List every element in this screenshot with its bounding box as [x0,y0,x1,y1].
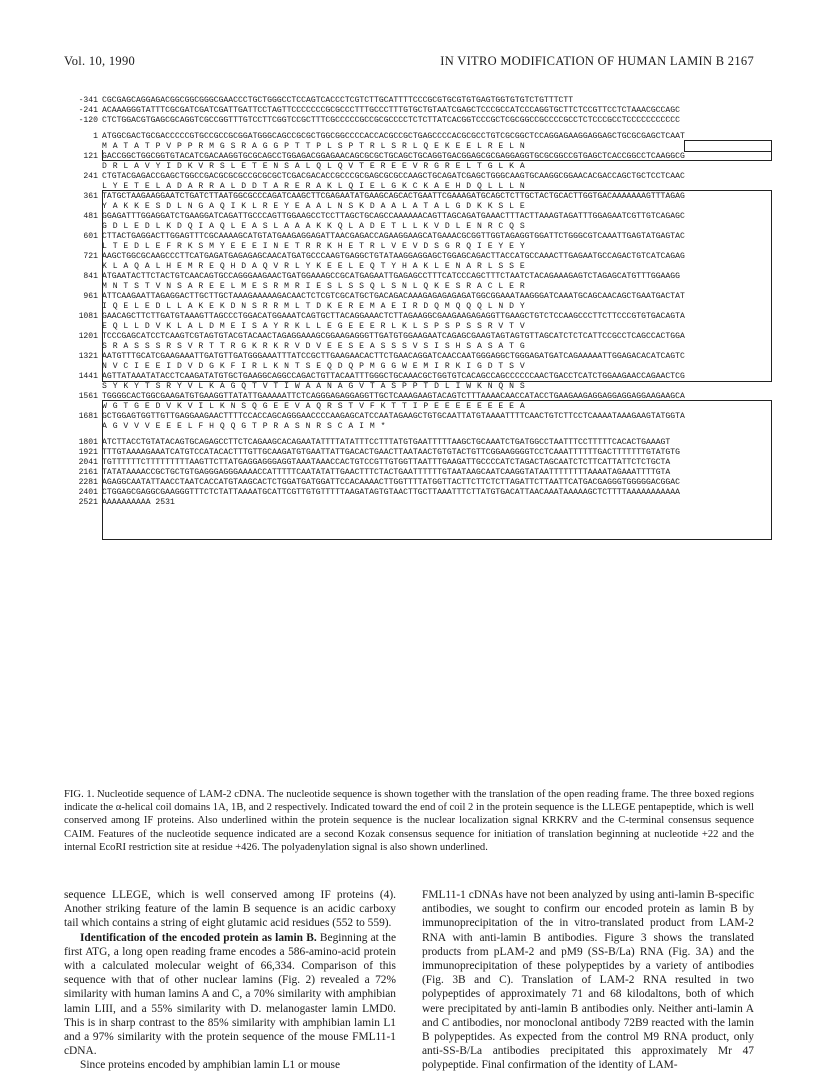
sequence-text: I Q E L E D L L A K E K D N S R R M L T D K E R E M A E I R D Q M Q Q Q L N D Y [102,302,526,311]
nucleotide-line [64,312,685,322]
nucleotide-line [64,412,685,422]
protein-line [64,242,525,252]
sequence-text: L T E D L E F R K S M Y E E E I N E T R R K H E T R L V E V D S G R Q I E Y E Y [102,242,526,251]
protein-line [64,162,525,172]
sequence-text: ACAAAGGGTATTTCGCGATCGATCGATTGATTCCTAGTTCCCCCCCGCGCCCTTTGCCCTTTGTGCTGTAATCGAGCTCCCGCCATCCCAGGTGCTTCTCCGTTCCTCTAAACGCCAGC [102,106,680,115]
nucleotide-line [64,372,685,382]
protein-line [64,202,525,212]
nucleotide-line [64,448,680,458]
paragraph-text: Beginning at the first ATG, a long open reading frame encodes a 586-amino-acid protein with a calculated molecular weight of 66,334. Comparison of this sequence with that of other nuclear lamins (Fig. 2) revealed a 72% similarity with human lamins A and C, a 70% similarity with amphibian lamin LIII, and a 55% similarity with D. melanogaster lamin LMD0. This is in sharp contrast to the 85% similarity with amphibian lamin L1 and a 97% similarity with the protein sequence of the mouse FML11-1 cDNA. [64,931,397,1058]
sequence-text: M A T A T P V P P R M G S R A G G P T T P L S P T R L S R L Q E K E E L R E L N [102,142,526,151]
nucleotide-line [64,106,680,116]
protein-line [64,402,525,412]
nucleotide-line [64,152,685,162]
line-number: 2161 [78,468,98,477]
sequence-text: AGTTATAAATATACCTCAAGATATGTGCTGAAGGCAGGCCAGACTGTTACAATTTGGGCTGCAAACGCTGGTGTCACAGCCAGCCCCCCAACTGACCTCATCTGGAAGAACCAGAACTCG [102,372,685,381]
sequence-text: GCTGGAGTGGTTGTTGAGGAAGAACTTTTCCACCAGCAGGGAACCCCAAGAGCATCCAATAGAAGCTGTGCAATTATGTAAAATTTTCAACTGTCTTCCTCAAAATAAAGAAGTATGGTA [102,412,685,421]
sequence-text: L Y E T E L A D A R R A L D D T A R E R A K L Q I E L G K C K A E H D Q L L L N [102,182,526,191]
sequence-figure [64,96,764,776]
sequence-text: S Y K Y T S R Y V L K A G Q T V T I W A A N A G V T A S P P T D L I W K N Q N S [102,382,526,391]
protein-line [64,282,525,292]
line-number: 2521 [78,498,98,507]
nucleotide-line [64,392,685,402]
sequence-text: CTTACTGAGGACTTGGAGTTTCGCAAAAGCATGTATGAAGAGGAGATTAACGAGACCAGAAGGAAGCATGAAACGCGGTTGGTAGAGGTGGATTCTGGGCGTCAAATTGAGTATGAGTAC [102,232,685,241]
sequence-text: GGAGATTTGGAGGATCTGAAGGATCAGATTGCCCAGTTGGAAGCCTCCTTAGCTGCAGCCAAAAAACAGTTAGCAGATGAAACTTTACTTAAAGTAGATTTGGAGAATCGTTGTCAGAGC [102,212,685,221]
sequence-text: ATGGCGACTGCGACCCCCGTGCCGCCGCGGATGGGCAGCCGCGCTGGCGGCCCCACCACGCCGCTGAGCCCCACGCGCCTGTCGCGGCTCCAGGAGAAGGAGGAGCTGCGCGAGCTCAAT [102,132,685,141]
body-column-right [422,888,754,1073]
line-number: 1321 [78,352,98,361]
section-heading: Identification of the encoded protein as lamin B. [80,931,317,944]
protein-line [64,142,525,152]
nucleotide-line [64,292,685,302]
line-number: 1441 [78,372,98,381]
running-head [64,54,754,74]
nucleotide-line [64,96,573,106]
sequence-text: ATCTTACCTGTATACAGTGCAGAGCCTTCTCAGAAGCACAGAATATTTTATATTTCCTTTATGTGAATTTTTAAGCTGCAAATCTGATGGCCTAATTTCCTTTTTCACACTGAAAGT [102,438,671,447]
nucleotide-line [64,332,685,342]
coil-1a-box [684,140,772,152]
line-number: 1081 [78,312,98,321]
protein-line [64,322,525,332]
line-number: 1921 [78,448,98,457]
nucleotide-line [64,132,685,142]
sequence-text: TCCCGAGCATCCTCAAGTCGTAGTGTACGTACAACTAGAGGAAAGCGGAAGAGGGTTGATGTGGAAGAATCAGAGCGAAGTAGTAGTGTTAGCATCTCTCATTCCGCCTCAGCCACTGGA [102,332,685,341]
sequence-text: CGCGAGCAGGAGACGGCGGCGGGCGAACCCTGCTGGGCCTCCAGTCACCCTCGTCTTGCATTTTCCCGCGTGCGTGTGAGTGGTGTGTCTGTTTCTT [102,96,574,105]
line-number: 2401 [78,488,98,497]
sequence-text: AAAAAAAAAA 2531 [102,498,175,507]
sequence-text: M N T S T V N S A R E E L M E S R M R I E S L S S Q L S N L Q K E S R A C L E R [102,282,526,291]
nucleotide-line [64,172,685,182]
protein-line [64,262,525,272]
line-number: 841 [83,272,98,281]
sequence-text: CTCTGGACGTGAGCGCAGGTCGCCGGTTTGTCCTTCGGTCCGCTTTCGCCCCCGCCGCGCCCCTCTCTTATCACGGTCCCGCTCGCGGCCGCCCCGCCTCTCCCGCCTCCCCCCCCCCC [102,116,680,125]
line-number: 1561 [78,392,98,401]
protein-line [64,302,525,312]
paragraph-identification [64,931,396,1059]
sequence-text: N V C I E E I D V D G K F I R L K N T S E Q D Q P M G G W E M I R K I G D T S V [102,362,526,371]
nucleotide-line [64,438,670,448]
sequence-text: ATTCAAGAATTAGAGGACTTGCTTGCTAAAGAAAAAGACAACTCTCGTCGCATGCTGACAGACAAAGAGAGAGAGATGGCGGAAATAAGGGATCAAATGCAGCAACAGCTGAATGACTAT [102,292,685,301]
paragraph: sequence LLEGE, which is well conserved among IF proteins (4). Another striking feature of the lamin B sequence is an acidic carboxy tail which contains a string of eight glutamic acid residues (552 to 559). [64,889,396,930]
line-number: 2041 [78,458,98,467]
figure-caption: FIG. 1. Nucleotide sequence of LAM-2 cDNA. The nucleotide sequence is shown together with the translation of the open reading frame. The three boxed regions indicate the α-helical coil domains 1A, 1B, and 2 respectively. Indicated toward the end of coil 2 in the protein sequence is the LLEGE pentapeptide, which is well conserved among IF proteins. Also underlined within the protein sequence is the nuclear localization signal KRKRV and the C-terminal consensus sequence CAIM. Features of the nucleotide sequence indicated are a second Kozak consensus sequence for initiation of translation beginning at nucleotide +22 and the internal EcoRI restriction site at residue +426. The polyadenylation signal is also shown underlined. [64,789,755,853]
nucleotide-line [64,488,680,498]
line-number: 241 [83,172,98,181]
sequence-text: D R L A V Y I D K V R S L E T E N S A L Q L Q V T E R E E V R G R E L T G L K A [102,162,526,171]
sequence-text: AAGCTGGCGCAAGCCCTTCATGAGATGAGAGAGCAACATGATGCCCAAGTGAGGCTGTATAAGGAGGAGCTGGAGCAGACTTACCATGCCAAACTTGAGAATGCCAGACTGTCATCAGAG [102,252,685,261]
line-number: 1801 [78,438,98,447]
line-number: 121 [83,152,98,161]
nucleotide-line [64,212,685,222]
protein-line [64,182,525,192]
protein-line [64,222,525,232]
sequence-text: CTGTACGAGACCGAGCTGGCCGACGCGCGCCGCGCGCTCGACGACACCGCCCGCGAGCGCGCCAAGCTGCAGATCGAGCTGGGCAAGTGCAAGGCGGAACACGACCAGCTGCTCCTCAAC [102,172,685,181]
sequence-text: CTGGAGCGAGGCGAAGGGTTTCTCTATTAAAATGCATTCGTTGTGTTTTTAAGATAGTGTAACTTGCTTAAATTTCTTATGTGACATTAACAAATAAAAAGCTCTTTTAAAAAAAAAAA [102,488,680,497]
protein-line [64,422,386,432]
line-number: 2281 [78,478,98,487]
article-title-page-number: IN VITRO MODIFICATION OF HUMAN LAMIN B 2167 [440,54,754,68]
line-number: -241 [78,106,98,115]
nucleotide-line [64,232,685,242]
sequence-text: TGTTTTTTCTTTTTTTTTAAGTTCTTATGAGGAGGGAGGTAAATAAACCACTGTCCGTTGTGGTTAATTTGAAGATTGCCCCATCTAGACTAGCAATCTCTTCATTATTCTCTGCTA [102,458,671,467]
nucleotide-line [64,116,680,126]
line-number: 601 [83,232,98,241]
nucleotide-line [64,498,175,508]
line-number: 1681 [78,412,98,421]
nucleotide-line [64,478,680,488]
sequence-text: TATGCTAAGAAGGAATCTGATCTTAATGGCGCCCAGATCAAGCTTCGAGAATATGAAGCAGCACTGAATTCGAAAGATGCAGCTCTTGCTACTGCACTTGGTGACAAAAAAAGTTTAGAG [102,192,685,201]
volume-year: Vol. 10, 1990 [64,54,136,68]
nucleotide-line [64,252,685,262]
line-number: 961 [83,292,98,301]
sequence-text: Y A K K E S D L N G A Q I K L R E Y E A A L N S K D A A L A T A L G D K K S L E [102,202,526,211]
protein-line [64,382,525,392]
protein-line [64,342,525,352]
line-number: 1 [93,132,98,141]
sequence-text: TATATAAAACCGCTGCTGTGAGGGAGGGAAAACCATTTTTCAATATATTGAACTTTCTACTGAATTTTTTGTAATAAGCAATCAAGGTATAATTTTTTTTAAAATAGAAATTTTGTA [102,468,671,477]
sequence-text: ATGAATACTTCTACTGTCAACAGTGCCAGGGAAGAACTGATGGAAAGCCGCATGAGAATTGAGAGCCTTTCATCCCAGCTTTCTAATCTACAGAAAGAGTCTAGAGCATGTTTGGAAGG [102,272,680,281]
nucleotide-line [64,192,685,202]
sequence-text: A G V V V E E E L F H Q Q G T P R A S N R S C A I M * [102,422,386,431]
nucleotide-line [64,272,680,282]
sequence-text: G D L E D L K D Q I A Q L E A S L A A A K K Q L A D E T L L K V D L E N R C Q S [102,222,526,231]
line-number: 361 [83,192,98,201]
protein-line [64,362,525,372]
nucleotide-line [64,468,670,478]
sequence-text: TTTGTAAAAGAAATCATGTCCATACACTTTGTTGCAAGATGTGAATTATTGACACTGAACTTAATAACTGTGTACTGTTCGGAAGGGGTCCTCAAATTTTTTGACTTTTTTTGTATGTG [102,448,680,457]
sequence-text: S R A S S S R S V R T T R G K R K R V D V E E S E A S S S V S I S H S A S A T G [102,342,526,351]
sequence-text: W G T G E D V K V I L K N S Q G E E V A Q R S T V F K T T I P E E E E E E E E A [102,402,526,411]
nucleotide-line [64,458,670,468]
sequence-text: E Q L L D V K L A L D M E I S A Y R K L L E G E E E R L K L S P S P S S R V T V [102,322,526,331]
sequence-text: K L A Q A L H E M R E Q H D A Q V R L Y K E E L E Q T Y H A K L E N A R L S S E [102,262,526,271]
body-column-left [64,888,396,1073]
paragraph: Since proteins encoded by amphibian lamin L1 or mouse [80,1059,341,1072]
sequence-text: AATGTTTGCATCGAAGAAATTGATGTTGATGGGAAATTTATCCGCTTGAAGAACACTTCTGAACAGGATCAACCAATGGGAGGCTGGGAGATGATCAGAAAAATTGGAGACACATCAGTC [102,352,685,361]
nucleotide-line [64,352,685,362]
line-number: 481 [83,212,98,221]
line-number: -120 [78,116,98,125]
sequence-text: GAACAGCTTCTTGATGTAAAGTTAGCCCTGGACATGGAAATCAGTGCTTACAGGAAACTCTTAGAAGGCGAAGAAGAGAGGTTGAAGCTGTCTCCAAGCCCTTCTTCCCGTGTGACAGTA [102,312,685,321]
sequence-text: GACCGGCTGGCGGTGTACATCGACAAGGTGCGCAGCCTGGAGACGGAGAACAGCGCGCTGCAGCTGCAGGTGACGGAGCGCGAGGAGGTGCGCGGCCGTGAGCTCACCGGCCTCAAGGCG [102,152,685,161]
paragraph: FML11-1 cDNAs have not been analyzed by using anti-lamin B-specific antibodies, we sought to confirm our encoded protein as lamin B by immunoprecipitation of the in vitro-translated product from LAM-2 RNA with anti-lamin B antibodies. Figure 3 shows the translated products from pLAM-2 and pM9 (SS-B/La) RNA (Fig. 3A) and the immunoprecipitation of these polypeptides by a variety of antibodies (Fig. 3B and C). Translation of LAM-2 RNA resulted in two polypeptides of approximately 71 and 68 kilodaltons, both of which were precipitated by anti-lamin B antibodies only. Neither anti-lamin A and C antibodies, nor monoclonal antibody 72B9 reacted with the lamin B polypeptides. As expected from the control M9 RNA product, only anti-SS-B/La antibodies precipitated this approximately Mr 47 polypeptide. Final confirmation of the identity of LAM- [422,889,754,1072]
sequence-text: AGAGGCAATATTAACCTAATCACCATGTAAGCACTCTGGATGATGGATTCCACAAAACTTGGTTTTATGGTTACTTCTTCTCTTAGATTCTTAATTCATGACGAGGGTGGGGGACGGAC [102,478,680,487]
line-number: 721 [83,252,98,261]
line-number: -341 [78,96,98,105]
sequence-text: TGGGGCACTGGCGAAGATGTGAAGGTTATATTGAAAAATTCTCAGGGAGAGGAGGTTGCTCAAAGAAGTACAGTCTTTAAAACAACCATACCTGAAGAAGAGGAGGAGGAGGAAGAAGCA [102,392,685,401]
line-number: 1201 [78,332,98,341]
